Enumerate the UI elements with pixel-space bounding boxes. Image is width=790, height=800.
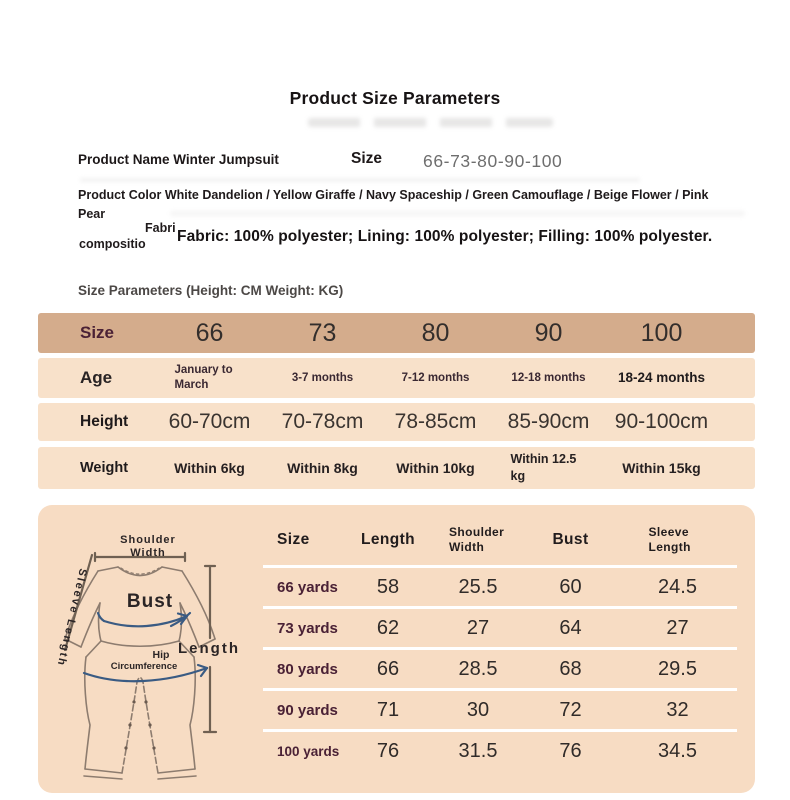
- size-label: Size: [351, 150, 383, 167]
- table-cell: 28.5: [458, 657, 498, 680]
- table-cell: 62: [376, 616, 400, 639]
- product-name-label: Product Name: [78, 152, 170, 167]
- table-cell: Within 10kg: [396, 460, 475, 476]
- table-row-height: [38, 403, 755, 441]
- table-cell: 90: [534, 318, 563, 347]
- row-label: 100 yards: [277, 743, 340, 759]
- table-row: [263, 729, 737, 770]
- table-cell: 71: [376, 698, 400, 721]
- table-row: [263, 606, 737, 647]
- row-label: Height: [80, 413, 129, 430]
- column-header: Size: [277, 531, 310, 548]
- table-cell: 24.5: [658, 575, 697, 598]
- table-cell: 78-85cm: [394, 410, 477, 433]
- hip-label-line1: Hip: [152, 649, 170, 661]
- product-color-label: Product Color: [78, 188, 162, 202]
- fabric-composition-label-line2: compositio: [79, 237, 146, 251]
- table-cell: [492, 451, 605, 485]
- product-color-value: White Dandelion / Yellow Giraffe / Navy Spaceship / Green Camouflage / Beige Flower / Pink Pear: [78, 188, 709, 222]
- size-value: 66-73-80-90-100: [423, 151, 563, 171]
- table-cell: Within 15kg: [622, 460, 701, 476]
- bust-arrow: [98, 613, 190, 626]
- table-cell: 76: [559, 739, 582, 762]
- length-label: Length: [178, 640, 240, 657]
- table-cell: 68: [559, 657, 582, 680]
- table-cell: 31.5: [458, 739, 498, 762]
- row-label: Age: [80, 368, 113, 387]
- table-cell: 100: [640, 318, 683, 347]
- table-row: [263, 647, 737, 688]
- column-header: Bust: [552, 531, 589, 548]
- row-label: 90 yards: [277, 701, 338, 719]
- table-row-age: [38, 358, 755, 398]
- table-row: [263, 565, 737, 606]
- ghost-artifact: [308, 118, 553, 127]
- column-header: [433, 525, 523, 555]
- table-cell: Within 8kg: [287, 460, 358, 476]
- table-row-size: [38, 313, 755, 353]
- column-header: [618, 525, 737, 555]
- table-cell: 27: [666, 616, 689, 639]
- measurement-table-header: [263, 515, 737, 565]
- table-cell: 60-70cm: [168, 410, 251, 433]
- table-cell: 29.5: [658, 657, 697, 680]
- table-cell: 70-78cm: [281, 410, 364, 433]
- row-label: Weight: [80, 460, 129, 476]
- sleeve-length-label: Sleeve Length: [54, 567, 89, 669]
- table-cell: 66: [195, 318, 224, 347]
- table-row: [263, 688, 737, 729]
- table-cell: 12-18 months: [511, 371, 586, 384]
- header-text: Sleeve Length: [648, 525, 691, 554]
- fabric-composition-label-line1: Fabri: [145, 221, 176, 235]
- product-color-line: [78, 186, 736, 225]
- row-label: 80 yards: [277, 660, 338, 678]
- table-cell: 58: [376, 575, 400, 598]
- table-cell: 60: [559, 575, 582, 598]
- column-header: Length: [360, 531, 416, 548]
- table-cell: 72: [559, 698, 582, 721]
- table-cell: 64: [559, 616, 582, 639]
- product-name-line: [78, 152, 279, 167]
- table-cell: 85-90cm: [507, 410, 590, 433]
- table-row-weight: [38, 447, 755, 489]
- row-label: 73 yards: [277, 619, 338, 637]
- table-cell: 66: [376, 657, 400, 680]
- table-cell: 80: [421, 318, 450, 347]
- shoulder-width-label-line2: Width: [130, 547, 166, 559]
- shoulder-width-label-line1: Shoulder: [120, 534, 176, 546]
- table-cell: 3-7 months: [291, 371, 354, 384]
- row-label: 66 yards: [277, 578, 338, 596]
- measurement-panel: [38, 505, 755, 793]
- fabric-composition-value: Fabric: 100% polyester; Lining: 100% polyester; Filling: 100% polyester.: [177, 228, 713, 245]
- product-name-value: Winter Jumpsuit: [173, 152, 279, 167]
- cell-text: January to March: [174, 364, 233, 391]
- table-cell: 25.5: [458, 575, 498, 598]
- table-cell: 90-100cm: [614, 410, 709, 433]
- cell-text: Within 12.5 kg: [510, 452, 577, 483]
- table-cell: 27: [466, 616, 490, 639]
- snap-buttons: [124, 700, 155, 749]
- table-cell: 73: [308, 318, 337, 347]
- table-cell: 34.5: [658, 739, 697, 762]
- measurement-table: [263, 515, 737, 770]
- table-cell: [153, 363, 266, 393]
- page-title: Product Size Parameters: [289, 88, 501, 108]
- table-cell: Within 6kg: [174, 460, 245, 476]
- table-cell: 30: [466, 698, 490, 721]
- header-text: Shoulder Width: [449, 525, 505, 554]
- row-label: Size: [80, 323, 115, 342]
- garment-measurement-diagram: [40, 510, 290, 795]
- diagram-labels: [54, 534, 240, 672]
- table-cell: 76: [376, 739, 400, 762]
- table-cell: 7-12 months: [401, 371, 470, 384]
- hip-label-line2: Circumference: [110, 661, 178, 672]
- ghost-artifact: [80, 178, 640, 182]
- table-cell: 18-24 months: [617, 370, 706, 386]
- section-heading: Size Parameters (Height: CM Weight: KG): [78, 283, 344, 298]
- size-parameters-table: [38, 313, 755, 489]
- table-cell: 32: [666, 698, 689, 721]
- bust-label: Bust: [126, 591, 174, 612]
